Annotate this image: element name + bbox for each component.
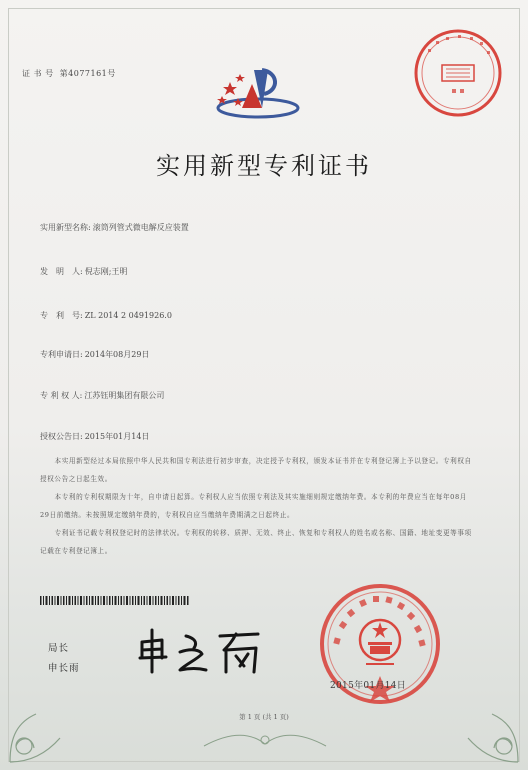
field-grant-date	[40, 431, 149, 442]
barcode	[40, 596, 190, 605]
certificate-title: 实用新型专利证书	[156, 152, 372, 180]
signatory-title: 局长	[48, 643, 70, 654]
certificate-number-value: 第4077161号	[59, 69, 116, 78]
field-label: 专利申请日:	[40, 350, 83, 359]
field-value: 2015年01月14日	[84, 432, 150, 441]
page-number: 第 1 页 (共 1 页)	[239, 713, 289, 721]
field-patent-number	[40, 310, 172, 321]
handwritten-signature	[136, 626, 266, 678]
body-paragraph: 本专利的专利权期限为十年，自申请日起算。专利权人应当依照专利法及其实施细则规定缴纳年费。本专利的年费应当在每年08月29日前缴纳。未按照规定缴纳年费的，专利权自应当缴纳年费期满之日起终止。	[40, 493, 467, 519]
certificate-number-label: 证 书 号	[22, 69, 54, 78]
certificate-number	[22, 68, 116, 79]
field-value: 倪志刚;王明	[84, 267, 128, 276]
bottom-ornament-icon	[200, 728, 330, 752]
signatory-name: 申长雨	[48, 663, 80, 674]
certificate-body-text	[40, 452, 476, 560]
field-patentee	[40, 390, 164, 401]
office-seal-icon	[412, 27, 504, 119]
field-label: 实用新型名称:	[40, 223, 91, 232]
field-label: 发 明 人:	[40, 267, 83, 276]
field-label: 授权公告日:	[40, 432, 83, 441]
field-label: 专 利 权 人:	[40, 391, 83, 400]
body-paragraph: 专利证书记载专利权登记时的法律状况。专利权的转移、质押、无效、终止、恢复和专利权人的姓名或名称、国籍、地址变更等事项记载在专利登记簿上。	[40, 529, 472, 555]
field-label: 专 利 号:	[40, 311, 83, 320]
field-value: ZL 2014 2 0491926.0	[84, 311, 172, 320]
field-value: 2014年08月29日	[84, 350, 150, 359]
patent-office-emblem-icon	[212, 64, 304, 126]
field-value: 滚筒列管式微电解反应装置	[92, 223, 189, 232]
field-application-date	[40, 349, 149, 360]
seal-date: 2015年01月14日	[330, 681, 407, 691]
field-utility-model-name	[40, 222, 189, 233]
body-paragraph: 本实用新型经过本局依照中华人民共和国专利法进行初步审查，决定授予专利权，颁发本证书并在专利登记簿上予以登记。专利权自授权公告之日起生效。	[40, 457, 472, 483]
field-inventors	[40, 266, 127, 277]
field-value: 江苏钰明集团有限公司	[84, 391, 165, 400]
